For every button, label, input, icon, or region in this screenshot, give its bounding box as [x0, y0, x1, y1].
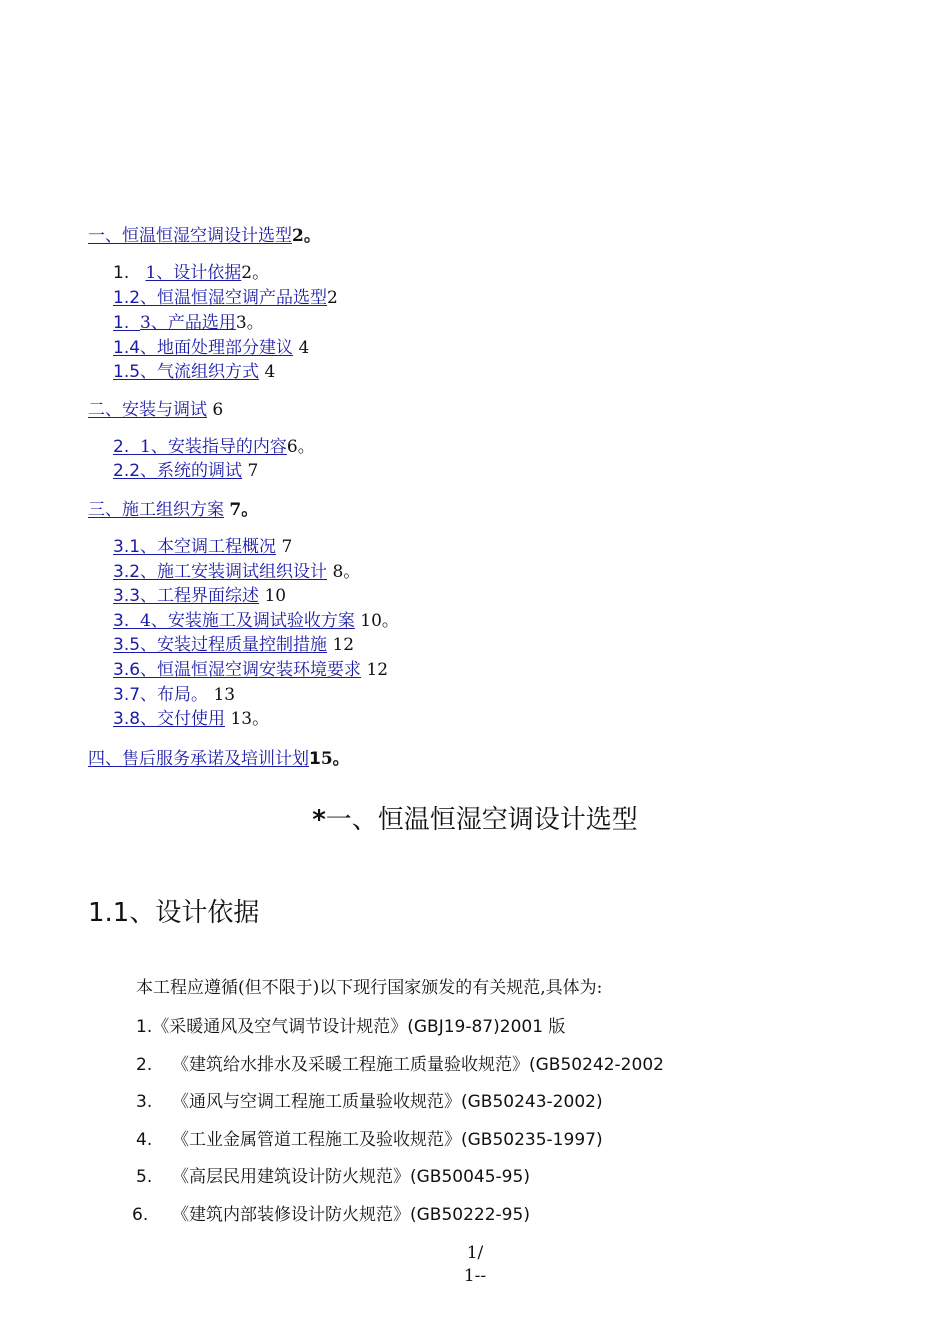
toc-entry-3-7[interactable]	[113, 684, 235, 706]
toc-prefix: 1.	[113, 263, 130, 283]
toc-link[interactable]: 三、施工组织方案	[88, 500, 224, 520]
toc-link[interactable]: 、安装过程质量控制措施	[140, 635, 328, 655]
toc-page: 3。	[235, 313, 264, 333]
toc-entry-1-5[interactable]	[113, 361, 275, 383]
toc-page: 4	[264, 362, 276, 382]
ref-code: (GB50045-95)	[410, 1167, 530, 1187]
toc-entry-3-4[interactable]	[113, 610, 399, 632]
toc-num: 2.2	[113, 461, 141, 481]
ref-title: 《建筑给水排水及采暖工程施工质量验收规范》	[172, 1055, 529, 1075]
toc-link[interactable]: 1、安装指导的内容	[140, 437, 287, 457]
toc-link[interactable]: 1、设计依据	[145, 263, 242, 283]
toc-entry-3-2[interactable]	[113, 561, 360, 583]
toc-page: 6。	[286, 437, 315, 457]
toc-page: 7	[281, 537, 293, 557]
toc-page: 12	[332, 635, 355, 655]
toc-link[interactable]: 、交付使用	[140, 709, 226, 729]
toc-num: 2.	[113, 437, 130, 457]
toc-num: 3.3	[113, 586, 141, 606]
section-title-text: 一、恒温恒湿空调设计选型	[325, 805, 638, 835]
toc-entry-1[interactable]	[88, 225, 321, 247]
ref-title: 《高层民用建筑设计防火规范》	[172, 1167, 410, 1187]
toc-page: 2。	[292, 226, 321, 246]
ref-suffix: 版	[548, 1017, 566, 1037]
toc-page-bold: 1	[309, 749, 321, 769]
toc-entry-1-2[interactable]	[113, 287, 338, 309]
toc-page: 13	[213, 685, 236, 705]
toc-link[interactable]: 、系统的调试	[140, 461, 243, 481]
toc-page: 7	[247, 461, 259, 481]
ref-title: 《通风与空调工程施工质量验收规范》	[172, 1092, 461, 1112]
toc-link[interactable]: 一、恒温恒湿空调设计选型	[88, 226, 292, 246]
toc-num: 1.5	[113, 362, 141, 382]
ref-number: 3.	[136, 1092, 153, 1112]
ref-item	[136, 1166, 530, 1188]
ref-title: 《工业金属管道工程施工及验收规范》	[172, 1130, 461, 1150]
ref-number: 5.	[136, 1167, 153, 1187]
star-marker: *	[312, 805, 326, 835]
toc-entry-3-5[interactable]	[113, 634, 354, 656]
subsection-title-text: 、设计依据	[129, 898, 260, 928]
toc-link[interactable]: 、恒温恒湿空调安装环境要求	[140, 660, 362, 680]
toc-entry-3-3[interactable]	[113, 585, 286, 607]
toc-link[interactable]: 二、安装与调试	[88, 400, 207, 420]
toc-page: 5。	[320, 749, 350, 769]
ref-title: 《建筑内部装修设计防火规范》	[172, 1205, 410, 1225]
page-number-sub: 1--	[463, 1266, 487, 1286]
toc-entry-3[interactable]	[88, 499, 258, 521]
ref-code: (GB50243-2002)	[461, 1092, 603, 1112]
toc-num: 3.2	[113, 562, 141, 582]
toc-link[interactable]: 、气流组织方式	[140, 362, 260, 382]
ref-code: (GB50242-2002	[529, 1055, 664, 1075]
toc-num: 3.5	[113, 635, 141, 655]
toc-link[interactable]: 、本空调工程概况	[140, 537, 277, 557]
toc-num: 1.	[113, 313, 130, 333]
toc-entry-1-1[interactable]	[113, 262, 269, 284]
toc-num: 1.4	[113, 338, 141, 358]
toc-page: 10。	[360, 611, 399, 631]
toc-page: 2。	[241, 263, 270, 283]
intro-paragraph: 本工程应遵循(但不限于)以下现行国家颁发的有关规范,具体为:	[136, 978, 603, 998]
toc-entry-3-1[interactable]	[113, 536, 292, 558]
toc-entry-3-8[interactable]	[113, 708, 269, 730]
toc-page: 6	[212, 400, 224, 420]
toc-link[interactable]: 、工程界面综述	[140, 586, 260, 606]
toc-num: 3.6	[113, 660, 141, 680]
toc-entry-2-1[interactable]	[113, 436, 315, 458]
toc-page: 12	[366, 660, 389, 680]
toc-link[interactable]: 3、产品选用	[140, 313, 236, 333]
ref-number: 1.	[136, 1017, 153, 1037]
toc-entry-3-6[interactable]	[113, 659, 388, 681]
toc-num: 3.7	[113, 685, 141, 705]
ref-item	[136, 1016, 565, 1038]
toc-page: 10	[264, 586, 287, 606]
toc-link[interactable]: 、施工安装调试组织设计	[140, 562, 328, 582]
subsection-num: 1.1	[88, 898, 130, 928]
ref-code: (GB50235-1997)	[461, 1130, 603, 1150]
ref-item	[136, 1054, 664, 1076]
toc-page: 4	[298, 338, 310, 358]
toc-link[interactable]: 、恒温恒湿空调产品选型	[140, 288, 328, 308]
ref-number: 6.	[132, 1205, 149, 1225]
ref-number: 2.	[136, 1055, 153, 1075]
ref-item	[136, 1091, 603, 1113]
toc-entry-1-3[interactable]	[113, 312, 264, 334]
page-number: 1/	[466, 1243, 484, 1263]
toc-num: 1.2	[113, 288, 141, 308]
toc-page: 8。	[332, 562, 361, 582]
toc-num: 3.8	[113, 709, 141, 729]
ref-title: 《采暖通风及空气调节设计规范》	[152, 1017, 408, 1037]
toc-page: 2	[327, 288, 338, 308]
toc-link[interactable]: 4、安装施工及调试验收方案	[140, 611, 355, 631]
toc-link[interactable]: 四、售后服务承诺及培训计划	[88, 749, 309, 769]
toc-entry-2[interactable]	[88, 399, 223, 421]
section-title	[0, 802, 950, 838]
toc-entry-4[interactable]	[88, 748, 350, 770]
ref-code: (GBJ19-87)2001	[407, 1017, 544, 1037]
toc-link[interactable]: 、地面处理部分建议	[140, 338, 294, 358]
toc-entry-2-2[interactable]	[113, 460, 258, 482]
ref-number: 4.	[136, 1130, 153, 1150]
toc-page: 7。	[229, 500, 259, 520]
toc-link[interactable]: 、布局。	[140, 685, 209, 705]
ref-item	[136, 1129, 603, 1151]
toc-entry-1-4[interactable]	[113, 337, 309, 359]
ref-item	[132, 1204, 530, 1226]
toc-num: 3.	[113, 611, 130, 631]
ref-code: (GB50222-95)	[410, 1205, 530, 1225]
subsection-title	[88, 895, 259, 931]
toc-page: 13。	[230, 709, 270, 729]
toc-num: 3.1	[113, 537, 141, 557]
